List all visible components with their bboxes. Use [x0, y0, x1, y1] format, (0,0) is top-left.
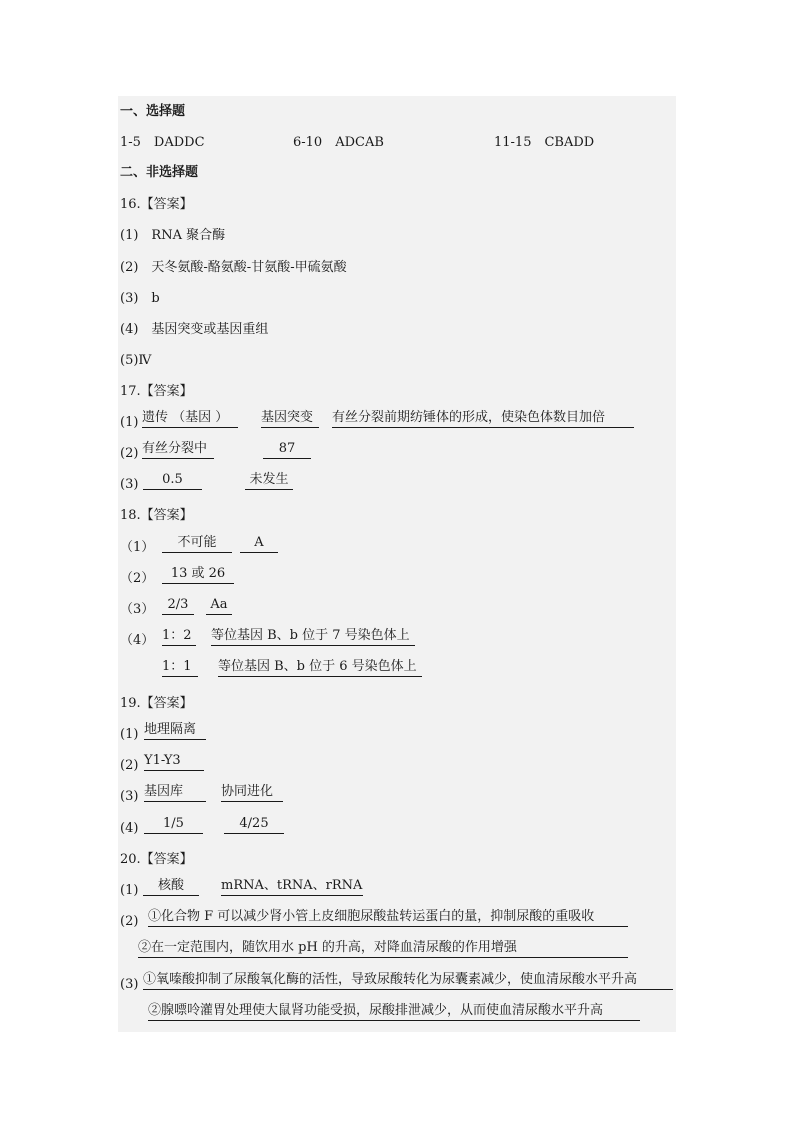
q19-answer-1: (1) 地理隔离: [118, 721, 676, 749]
mc-group-2: 6-10 ADCAB: [293, 135, 384, 150]
q20-answer-3-cont: [118, 1002, 676, 1030]
q19-blank-3a: 基因库: [144, 783, 206, 802]
q16-heading: 16.【答案】: [120, 197, 193, 212]
q20-blank-2b: ②在一定范围内，随饮用水 pH 的升高，对降血清尿酸的作用增强: [138, 939, 628, 958]
q20-blank-2a: ①化合物 F 可以减少肾小管上皮细胞尿酸盐转运蛋白的量，抑制尿酸的重吸收: [148, 908, 628, 927]
q20-answer-2: (2) ①化合物 F 可以减少肾小管上皮细胞尿酸盐转运蛋白的量，抑制尿酸的重吸收: [118, 908, 676, 936]
q19-answer-4: (4) 1/5 4/25: [118, 815, 676, 843]
q16-answer-1: (1) RNA 聚合酶: [120, 228, 226, 243]
q18-blank-3b: Aa: [206, 596, 232, 615]
q20-answer-3: (3) ①氧嗪酸抑制了尿酸氧化酶的活性，导致尿酸转化为尿囊素减少，使血清尿酸水平升高: [118, 971, 676, 999]
q19-answer-2: (2) Y1-Y3: [118, 752, 676, 780]
q20-answer-2-cont: [118, 939, 676, 967]
q18-answer-1: （1） 不可能 A: [118, 534, 676, 562]
q17-blank-1a: 遗传 （基因 ）: [142, 409, 238, 428]
q18-blank-1b: A: [240, 534, 278, 553]
q19-blank-3b: 协同进化: [221, 783, 283, 802]
q18-blank-2a: 13 或 26: [162, 565, 234, 584]
q19-heading: 19.【答案】: [120, 696, 193, 711]
answer-sheet: [118, 96, 676, 1032]
mc-group-3: 11-15 CBADD: [494, 135, 595, 150]
q18-blank-4c: 1：1: [162, 658, 198, 677]
q16-answer-5: (5)Ⅳ: [120, 353, 152, 368]
mc-answers: [118, 129, 676, 157]
q20-heading: 20.【答案】: [120, 852, 193, 867]
q20-blank-1b: mRNA、tRNA、rRNA: [221, 877, 363, 896]
q17-blank-2b: 87: [263, 440, 311, 459]
q17-blank-3a: 0.5: [143, 471, 202, 490]
q17-answer-3: (3) 0.5 未发生: [118, 471, 676, 499]
q19-blank-1a: 地理隔离: [144, 721, 206, 740]
q18-blank-4d: 等位基因 B、b 位于 6 号染色体上: [218, 658, 422, 677]
q17-blank-1c: 有丝分裂前期纺锤体的形成，使染色体数目加倍: [332, 409, 634, 428]
q18-answer-4-alt: [118, 658, 676, 686]
q19-blank-4b: 4/25: [224, 815, 284, 834]
q20-blank-3b: ②腺嘌呤灌胃处理使大鼠肾功能受损，尿酸排泄减少，从而使血清尿酸水平升高: [148, 1002, 640, 1021]
q18-heading: 18.【答案】: [120, 508, 193, 523]
q20-blank-3a: ①氧嗪酸抑制了尿酸氧化酶的活性，导致尿酸转化为尿囊素减少，使血清尿酸水平升高: [143, 971, 673, 990]
q20-blank-1a: 核酸: [143, 877, 199, 896]
q18-blank-3a: 2/3: [162, 596, 194, 615]
q16-answer-3: (3) b: [120, 291, 160, 306]
q18-blank-4b: 等位基因 B、b 位于 7 号染色体上: [211, 627, 415, 646]
q18-answer-4: （4） 1：2 等位基因 B、b 位于 7 号染色体上: [118, 627, 676, 655]
q16-answer-2: (2) 天冬氨酸-酪氨酸-甘氨酸-甲硫氨酸: [120, 260, 347, 275]
q19-blank-4a: 1/5: [144, 815, 203, 834]
q17-blank-1b: 基因突变: [261, 409, 319, 428]
q18-answer-2: （2） 13 或 26: [118, 565, 676, 593]
q18-blank-4a: 1：2: [162, 627, 196, 646]
q18-answer-3: （3） 2/3 Aa: [118, 596, 676, 624]
q17-answer-2: (2) 有丝分裂中 87: [118, 440, 676, 468]
mc-group-1: 1-5 DADDC: [120, 135, 205, 150]
q17-blank-2a: 有丝分裂中: [142, 440, 214, 459]
q16-answer-4: (4) 基因突变或基因重组: [120, 322, 269, 337]
q19-answer-3: (3) 基因库 协同进化: [118, 783, 676, 811]
section-title-choice: 一、选择题: [120, 104, 186, 119]
q18-blank-1a: 不可能: [162, 534, 232, 553]
q17-blank-3b: 未发生: [245, 471, 293, 490]
q19-blank-2a: Y1-Y3: [144, 752, 204, 771]
section-title-open: 二、非选择题: [120, 165, 199, 180]
q17-answer-1: (1) 遗传 （基因 ） 基因突变 有丝分裂前期纺锤体的形成，使染色体数目加倍: [118, 409, 676, 437]
q17-heading: 17.【答案】: [120, 384, 193, 399]
q20-answer-1: (1) 核酸 mRNA、tRNA、rRNA: [120, 878, 363, 898]
